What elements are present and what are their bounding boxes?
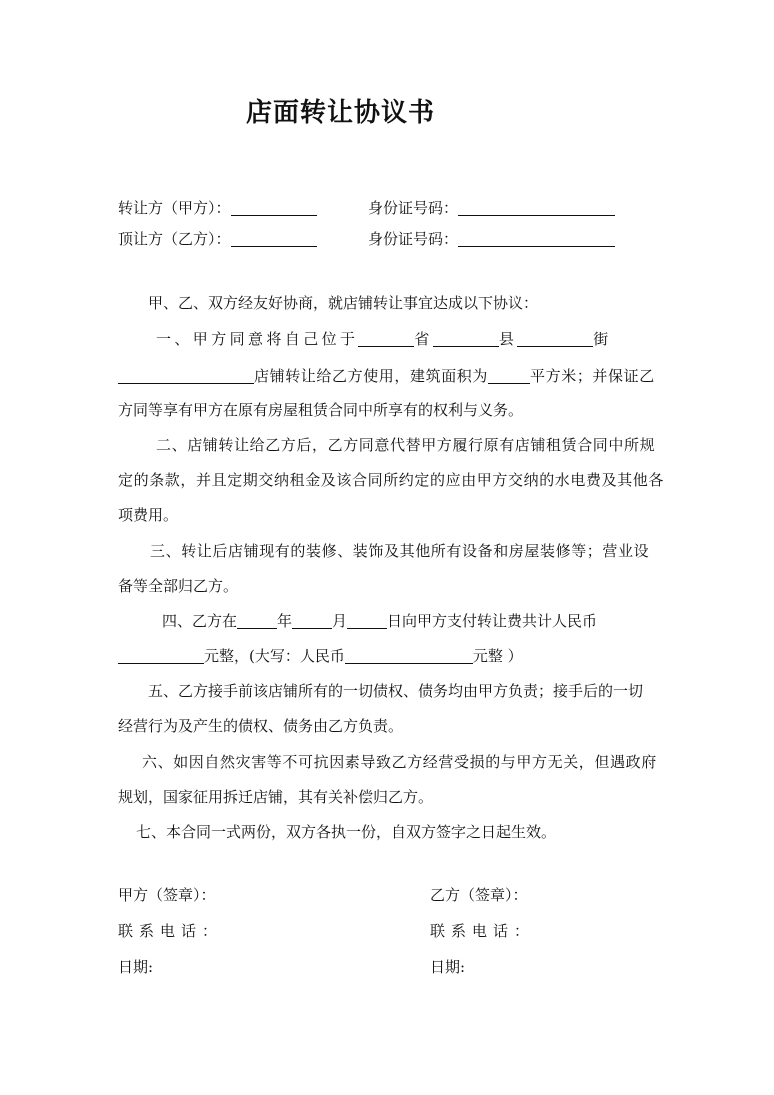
area-blank[interactable]: [488, 367, 530, 384]
clause1-text-c: 平方米；并保证乙: [530, 367, 655, 385]
street-blank[interactable]: [517, 330, 593, 347]
transferee-id-label: 身份证号码：: [368, 230, 459, 248]
clause1-line2: [118, 366, 655, 386]
intro-text: 甲、乙、双方经友好协商，就店铺转让事宜达成以下协议：: [148, 294, 539, 312]
clause4-text-d: 元整 ）: [472, 647, 523, 665]
party-b-date-label: 日期:: [430, 958, 466, 976]
province-blank[interactable]: [358, 330, 414, 347]
clause1-text-b: 店铺转让给乙方使用，建筑面积为: [254, 367, 489, 385]
county-blank[interactable]: [433, 330, 499, 347]
transferor-id-row: [368, 198, 615, 218]
transferee-label: 顶让方（乙方）：: [118, 230, 231, 248]
clause1-line3: 方同等享有甲方在原有房屋租赁合同中所享有的权利与义务。: [118, 401, 524, 419]
clause2-line3: 项费用。: [118, 506, 179, 524]
clause3-line1: 三、转让后店铺现有的装修、装饰及其他所有设备和房屋装修等；营业设: [150, 542, 650, 560]
month-blank[interactable]: [292, 612, 332, 629]
year-label: 年: [277, 612, 293, 630]
clause6-line2: 规划，国家征用拆迁店铺，其有关补偿归乙方。: [118, 788, 434, 806]
transferor-id-label: 身份证号码：: [368, 199, 459, 217]
clause4-text-a: 四、乙方在: [162, 612, 238, 630]
month-label: 月: [332, 612, 348, 630]
clause7-text: 七、本合同一式两份，双方各执一份，自双方签字之日起生效。: [136, 823, 557, 841]
amount-blank[interactable]: [118, 647, 204, 664]
clause6-line1: 六、如因自然灾害等不可抗因素导致乙方经营受损的与甲方无关，但遇政府: [142, 753, 657, 771]
day-blank[interactable]: [347, 612, 387, 629]
street-label: 街: [593, 330, 612, 348]
transferor-label: 转让方（甲方）：: [118, 199, 231, 217]
party-a-date-label: 日期:: [118, 958, 154, 976]
clause4-text-c: 元整，(大写：人民币: [204, 647, 345, 665]
amount-words-blank[interactable]: [345, 647, 473, 664]
shop-address-blank[interactable]: [118, 367, 254, 384]
county-label: 县: [498, 330, 518, 348]
province-label: 省: [414, 330, 433, 348]
clause5-line2: 经营行为及产生的债权、债务由乙方负责。: [118, 717, 404, 735]
transferor-name-blank[interactable]: [231, 199, 317, 216]
clause1-text-a: 一、甲方同意将自己位于: [156, 330, 359, 348]
clause3-line2: 备等全部归乙方。: [118, 577, 239, 595]
clause4-text-b: 日向甲方支付转让费共计人民币: [387, 612, 598, 630]
party-b-phone-label: 联系电话：: [430, 922, 536, 940]
clause4-line1: [162, 611, 597, 631]
transferor-id-blank[interactable]: [458, 199, 615, 216]
transferee-id-blank[interactable]: [458, 230, 615, 247]
party-a-phone-label: 联系电话：: [118, 922, 224, 940]
party-b-signature-label: 乙方（签章）：: [430, 886, 528, 904]
transferee-name-blank[interactable]: [231, 230, 317, 247]
party-a-signature-label: 甲方（签章）：: [118, 886, 216, 904]
clause5-line1: 五、乙方接手前该店铺所有的一切债权、债务均由甲方负责；接手后的一切: [148, 682, 644, 700]
clause4-line2: [118, 646, 523, 666]
clause1-line1: [156, 329, 612, 349]
transferee-id-row: [368, 229, 615, 249]
transferor-row: [118, 198, 317, 218]
transferee-row: [118, 229, 317, 249]
year-blank[interactable]: [237, 612, 277, 629]
document-title: 店面转让协议书: [246, 98, 436, 128]
clause2-line2: 定的条款，并且定期交纳租金及该合同所约定的应由甲方交纳的水电费及其他各: [118, 471, 665, 489]
clause2-line1: 二、店铺转让给乙方后，乙方同意代替甲方履行原有店铺租赁合同中所规: [156, 436, 656, 454]
